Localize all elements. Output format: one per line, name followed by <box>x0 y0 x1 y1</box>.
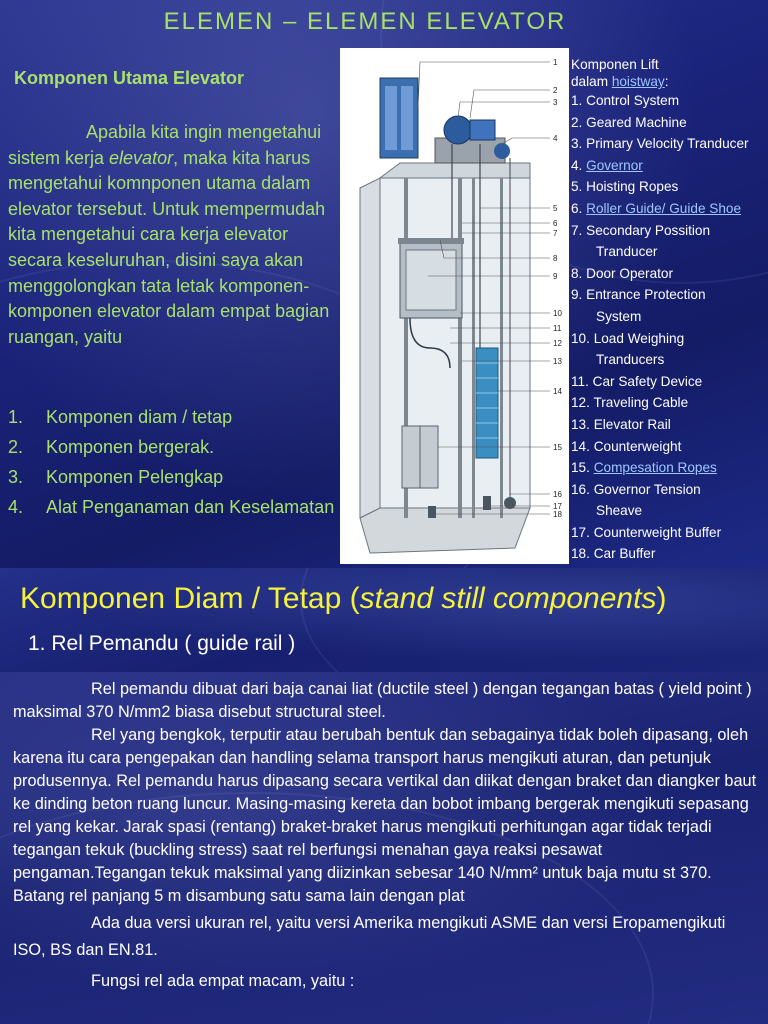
diagram-callout-number: 2 <box>553 86 558 95</box>
diagram-callout-number: 15 <box>553 443 562 452</box>
component-legend <box>571 56 768 565</box>
diagram-callout-number: 11 <box>553 324 562 333</box>
hoistway-link[interactable]: hoistway <box>611 74 665 89</box>
elevator-rail <box>458 178 462 518</box>
list-item-text: Komponen diam / tetap <box>46 407 233 427</box>
list-item-number: 1. <box>8 407 24 427</box>
diagram-callout-number: 3 <box>553 98 558 107</box>
slide-title: ELEMEN – ELEMEN ELEVATOR <box>163 8 567 35</box>
diagram-callout-number: 5 <box>553 204 558 213</box>
car-buffer <box>428 506 436 518</box>
legend-item-text: Elevator Rail <box>593 416 671 432</box>
legend-item-number: 13. <box>571 416 590 432</box>
slide-guide-rail-text <box>0 672 768 1024</box>
diagram-callout-number: 6 <box>553 219 558 228</box>
shaft-side-wall <box>360 178 380 518</box>
legend-item-number: 10. <box>571 330 590 346</box>
legend-item[interactable] <box>571 198 768 220</box>
intro-paragraph <box>8 120 338 350</box>
legend-item <box>571 112 768 134</box>
diagram-callout-number: 7 <box>553 229 558 238</box>
legend-item-text: Car Safety Device <box>592 373 703 389</box>
heading-pre: Komponen Diam / Tetap ( <box>20 582 360 615</box>
machine-room-floor <box>380 163 530 178</box>
heading-italic: stand still components <box>359 582 657 615</box>
paragraph-2: Rel yang bengkok, terputir atau berubah bentuk dan sebagainya tidak boleh dipasang, oleh karena itu cara pengepakan dan handling selama transport harus mengikuti aturan, dan petunjuk produsennya. Rel pemandu harus dipasang secara vertikal dan diikat dengan braket dan diangker baut ke dinding beton ruang luncur. Masing-masing kereta dan bobot imbang bergerak mengikuti sepasang rel yang kekar. Jarak spasi (rentang) braket-braket harus mengikuti perhitungan agar tidak terjadi tegangan tekuk (buckling stress) saat rel berfungsi menahan gaya reaksi pesawat pengaman.Tegangan tekuk maksimal yang diizinkan sebesar 140 N/mm² untuk baja mutu st 370. Batang rel panjang 5 m disambung satu sama lain dengan plat <box>13 726 757 905</box>
legend-item-continuation: Tranducer <box>596 244 658 260</box>
legend-item-number: 14. <box>571 438 590 454</box>
pit-floor <box>360 508 530 553</box>
diagram-callout-number: 18 <box>553 510 562 519</box>
geared-machine-motor <box>470 120 495 140</box>
diagram-callout-number: 8 <box>553 254 558 263</box>
subsection-heading: 1. Rel Pemandu ( guide rail ) <box>28 632 296 655</box>
legend-item-number: 4. <box>571 157 583 173</box>
paragraph-4: Fungsi rel ada empat macam, yaitu : <box>91 972 355 990</box>
legend-item-number: 17. <box>571 524 590 540</box>
governor-tension-sheave <box>504 497 516 509</box>
legend-item-number: 9. <box>571 287 583 303</box>
legend-item-text: Hoisting Ropes <box>586 179 679 195</box>
legend-item-number: 6. <box>571 200 583 216</box>
legend-header-suffix: : <box>664 74 669 89</box>
legend-item-text: Traveling Cable <box>593 395 689 411</box>
diagram-callout-numbers <box>553 58 562 519</box>
legend-item <box>571 328 768 350</box>
diagram-callout-number: 13 <box>553 357 562 366</box>
category-list-item <box>8 405 338 430</box>
legend-item[interactable] <box>571 155 768 177</box>
slide-komponen-diam <box>0 568 768 672</box>
legend-item-list <box>571 90 768 565</box>
legend-item-text: Counterweight <box>593 438 682 454</box>
heading-post: ) <box>656 582 667 615</box>
diagram-callout-number: 10 <box>553 309 562 318</box>
legend-header-prefix: dalam <box>571 74 612 89</box>
diagram-callout-number: 16 <box>553 490 562 499</box>
legend-item <box>571 90 768 112</box>
diagram-callout-number: 12 <box>553 339 562 348</box>
legend-item-number: 1. <box>571 93 583 108</box>
legend-item <box>571 176 768 198</box>
category-list-item <box>8 435 338 460</box>
legend-item <box>571 133 768 155</box>
legend-item-continuation: Sheave <box>596 503 643 519</box>
category-list-item <box>8 465 338 490</box>
diagram-callout-number: 17 <box>553 502 562 511</box>
counterweight <box>476 348 498 458</box>
elevator-diagram-svg <box>340 48 569 564</box>
legend-item-number: 5. <box>571 179 583 195</box>
legend-item <box>571 522 768 544</box>
legend-item-text: Entrance Protection <box>586 287 706 303</box>
diagram-callout-number: 1 <box>553 58 558 67</box>
section-heading <box>20 582 666 616</box>
legend-item-number: 16. <box>571 481 590 497</box>
legend-item <box>571 263 768 285</box>
paragraph-lead: Apabila kita ingin mengetahui sistem kerja <box>8 122 322 168</box>
category-list-item <box>8 495 338 520</box>
list-item-text: Komponen Pelengkap <box>46 467 224 487</box>
diagram-callout-number: 4 <box>553 134 558 143</box>
legend-item-number: 12. <box>571 395 590 411</box>
diagram-callout-number: 14 <box>553 387 562 396</box>
legend-item-text: Door Operator <box>586 265 674 281</box>
car-interior <box>406 250 456 310</box>
list-item-text: Alat Penganaman dan Keselamatan <box>46 497 335 517</box>
legend-item-link[interactable]: Roller Guide/ Guide Shoe <box>586 200 742 216</box>
list-item-text: Komponen bergerak. <box>46 437 215 457</box>
diagram-callout-number: 9 <box>553 272 558 281</box>
legend-item[interactable] <box>571 457 768 479</box>
legend-item-text: Load Weighing <box>593 330 685 346</box>
elevator-hoistway-diagram <box>340 48 569 564</box>
legend-item-link[interactable]: Compesation Ropes <box>593 460 717 476</box>
legend-item-continuation: Tranducers <box>596 352 665 368</box>
legend-item-text: Control System <box>586 93 680 108</box>
legend-item-text: Governor Tension <box>593 481 701 497</box>
legend-item-number: 8. <box>571 265 583 281</box>
legend-item-text: Primary Velocity Tranducer <box>586 136 749 152</box>
legend-header-line1: Komponen Lift <box>571 57 659 72</box>
legend-item <box>571 479 768 501</box>
guide-rail-body <box>13 678 758 993</box>
geared-machine-sheave <box>444 116 472 144</box>
counterweight-rail <box>472 178 475 518</box>
legend-item-text: Secondary Possition <box>586 222 711 238</box>
governor-wheel <box>494 143 510 159</box>
component-category-list <box>8 405 338 525</box>
legend-item-number: 18. <box>571 546 590 562</box>
legend-item-number: 11. <box>571 373 589 389</box>
paragraph-3: Ada dua versi ukuran rel, yaitu versi Amerika mengikuti ASME dan versi Eropamengikuti ISO, BS dan EN.81. <box>13 914 726 959</box>
legend-item-number: 3. <box>571 136 583 152</box>
list-item-number: 2. <box>8 437 24 457</box>
legend-item <box>571 371 768 393</box>
paragraph-rest: , maka kita harus mengetahui komnponen utama dalam elevator tersebut. Untuk mempermudah kita mengetahui cara kerja elevator secara keseluruhan, disini saya akan menggolongkan tata letak komponen-komponen elevator dalam empat bagian ruangan, yaitu <box>8 147 330 347</box>
legend-item-text: Geared Machine <box>586 114 687 130</box>
car-crosshead <box>398 238 464 244</box>
counterweight-buffer <box>483 496 491 510</box>
legend-item-text: Car Buffer <box>593 546 656 562</box>
legend-item <box>571 220 768 242</box>
legend-item <box>571 392 768 414</box>
legend-item-number: 7. <box>571 222 583 238</box>
legend-item-number: 15. <box>571 460 590 476</box>
list-item-number: 4. <box>8 497 24 517</box>
legend-item <box>571 284 768 306</box>
legend-item <box>571 436 768 458</box>
list-item-number: 3. <box>8 467 24 487</box>
cabinet-panel <box>385 86 397 150</box>
legend-item-text: Counterweight Buffer <box>593 524 722 540</box>
section-subtitle: Komponen Utama Elevator <box>14 68 245 88</box>
legend-item <box>571 414 768 436</box>
counterweight-rail <box>500 178 503 518</box>
legend-item-continuation: System <box>596 308 642 324</box>
legend-header-line2 <box>571 73 768 90</box>
paragraph-italic-term: elevator <box>109 147 174 168</box>
cabinet-panel <box>401 86 413 150</box>
legend-item-link[interactable]: Governor <box>586 157 643 173</box>
legend-item-number: 2. <box>571 114 583 130</box>
paragraph-1: Rel pemandu dibuat dari baja canai liat (ductile steel ) dengan tegangan batas ( yield point ) maksimal 370 N/mm2 biasa disebut structural steel. <box>13 680 752 721</box>
legend-item <box>571 543 768 565</box>
